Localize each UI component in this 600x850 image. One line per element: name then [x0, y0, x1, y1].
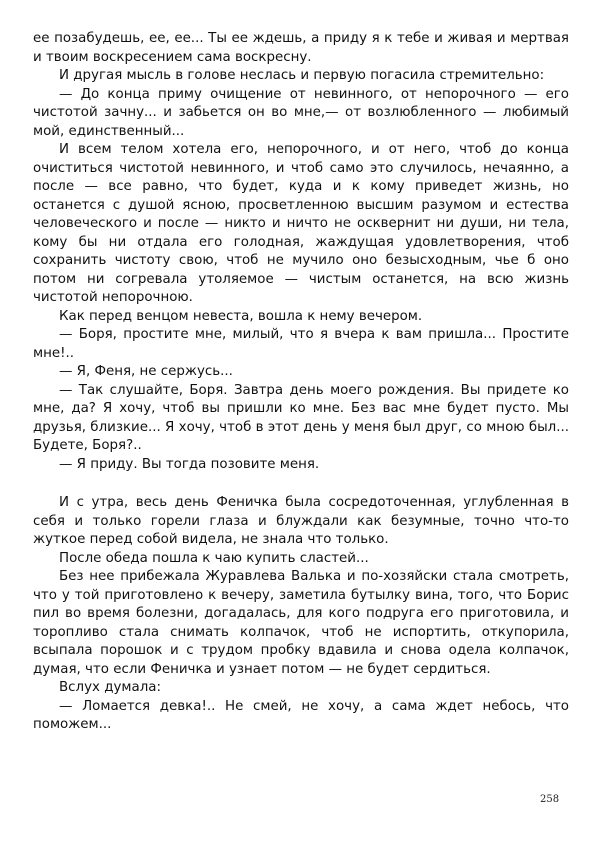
paragraph: — До конца приму очищение от невинного, от непорочного — его чистотой зачну... и забьется он во мне,— от возлюбленного — любимый мой, единственный... [33, 86, 569, 139]
section-break [33, 474, 569, 494]
paragraph: — Я, Феня, не сержусь... [59, 364, 233, 379]
paragraph: И другая мысль в голове неслась и первую погасила стремительно: [59, 68, 545, 83]
paragraph: Вслух думала: [59, 680, 161, 695]
page-number: 258 [540, 794, 560, 805]
paragraph: Как перед венцом невеста, вошла к нему вечером. [59, 308, 423, 324]
page-body [33, 30, 569, 735]
paragraph: — Ломается девка!.. Не смей, не хочу, а сама ждет небось, что поможем... [33, 698, 569, 732]
paragraph: ее позабудешь, ее, ее... Ты ее ждешь, а приду я к тебе и живая и мертвая и твоим воскресением сама воскресну. [33, 31, 569, 65]
paragraph: После обеда пошла к чаю купить сластей... [59, 550, 369, 566]
paragraph: — Боря, простите мне, милый, что я вчера к вам пришла... Простите мне!.. [33, 327, 569, 361]
paragraph: И с утра, весь день Феничка была сосредоточенная, углубленная в себя и только горели глаза и блуждали как безумные, точно что-то жуткое перед собой видела, не знала что только. [33, 495, 569, 547]
paragraph: И всем телом хотела его, непорочного, и от него, чтоб до конца очиститься чистотой невинного, и чтоб само это случилось, нечаянно, а после — все равно, что будет, куда и к кому приведет жизнь, но останется с душой ясною, просветленною высшим разумом и естества человеческого и после — никто и ничто не осквернит ни души, ни тела, кому бы ни отдала его голодная, жаждущая удовлетворения, чтоб сохранить чистоту свою, чтоб не мучило оно безысходным, чье б оно потом ни согревала утоляемое — чистым останется, на всю жизнь чистотой непорочною. [33, 142, 569, 305]
text-block-before-break [33, 30, 569, 474]
paragraph: Без нее прибежала Журавлева Валька и по-хозяйски стала смотреть, что у той приготовлено к вечеру, заметила бутылку вина, того, что Борис пил во время болезни, догадалась, для кого подруга его приготовила, и торопливо стала снимать колпачок, чтоб не испортить, откупорила, всыпала порошок и с трудом пробку вдавила и снова одела колпачок, думая, что если Феничка и узнает потом — не будет сердиться. [33, 569, 569, 677]
paragraph: — Так слушайте, Боря. Завтра день моего рождения. Вы придете ко мне, да? Я хочу, чтоб вы пришли ко мне. Без вас мне будет пусто. Мы друзья, близкие... Я хочу, чтоб в этот день у меня был друг, со мною был... Будете, Боря?.. [33, 382, 569, 453]
paragraph: — Я приду. Вы тогда позовите меня. [59, 456, 320, 472]
text-block-after-break [33, 494, 569, 735]
